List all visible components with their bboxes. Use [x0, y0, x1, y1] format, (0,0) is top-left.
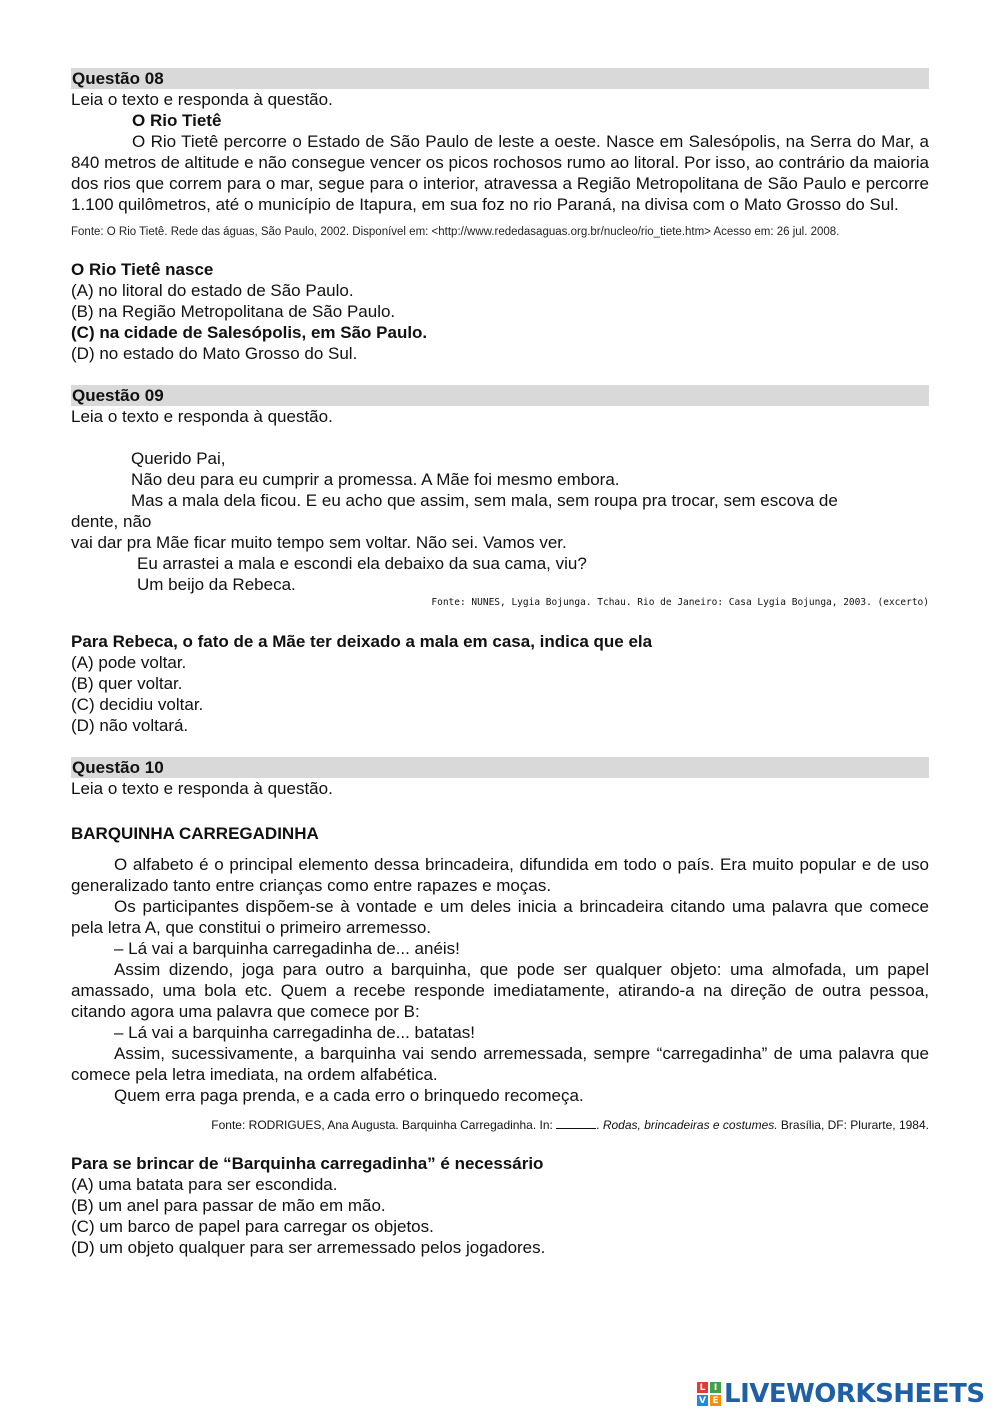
liveworksheets-logo-icon	[697, 1382, 721, 1406]
question-10-source	[71, 1118, 929, 1133]
letter-line: Eu arrastei a mala e escondi ela debaixo da sua cama, viu?	[137, 554, 587, 573]
letter-line: dente, não	[71, 512, 152, 531]
question-08-source: Fonte: O Rio Tietê. Rede das águas, São Paulo, 2002. Disponível em: <http://www.rededasaguas.org.br/nucleo/rio_tiete.htm> Acesso em: 26 jul. 2008.	[71, 226, 840, 238]
question-09-instruction: Leia o texto e responda à questão.	[71, 407, 333, 426]
question-09-option-c[interactable]: (C) decidiu voltar.	[71, 695, 204, 714]
source-blank	[556, 1118, 596, 1129]
question-10-text-body	[71, 854, 929, 1106]
question-09-source: Fonte: NUNES, Lygia Bojunga. Tchau. Rio de Janeiro: Casa Lygia Bojunga, 2003. (excerto)	[431, 597, 929, 608]
liveworksheets-logo	[697, 1380, 985, 1408]
question-08-option-a[interactable]: (A) no litoral do estado de São Paulo.	[71, 281, 354, 300]
question-08-instruction: Leia o texto e responda à questão.	[71, 90, 333, 109]
text-paragraph: Quem erra paga prenda, e a cada erro o brinquedo recomeça.	[114, 1086, 584, 1105]
question-10-prompt: Para se brincar de “Barquinha carregadinha” é necessário	[71, 1154, 544, 1173]
question-08-option-d[interactable]: (D) no estado do Mato Grosso do Sul.	[71, 344, 358, 363]
question-09-prompt: Para Rebeca, o fato de a Mãe ter deixado a mala em casa, indica que ela	[71, 632, 653, 651]
question-08-text-title: O Rio Tietê	[132, 111, 222, 130]
liveworksheets-logo-text: LIVEWORKSHEETS	[724, 1379, 985, 1409]
question-08-option-b[interactable]: (B) na Região Metropolitana de São Paulo.	[71, 302, 396, 321]
source-citation: Fonte: RODRIGUES, Ana Augusta. Barquinha Carregadinha. In:	[211, 1118, 553, 1132]
question-10-option-d[interactable]: (D) um objeto qualquer para ser arremessado pelos jogadores.	[71, 1238, 546, 1257]
source-book-title: Rodas, brincadeiras e costumes.	[602, 1118, 778, 1132]
text-paragraph: Assim, sucessivamente, a barquinha vai sendo arremessada, sempre “carregadinha” de uma palavra que comece pela letra imediata, na ordem alfabética.	[71, 1044, 929, 1084]
text-paragraph: Assim dizendo, joga para outro a barquinha, que pode ser qualquer objeto: uma almofada, um papel amassado, uma bola etc. Quem a recebe responde imediatamente, atirando-a na direção de outra pessoa, citando agora uma palavra que comece por B:	[71, 960, 929, 1021]
logo-mark-letter: L	[697, 1382, 708, 1393]
question-08-option-c[interactable]: (C) na cidade de Salesópolis, em São Paulo.	[71, 323, 428, 342]
text-paragraph: – Lá vai a barquinha carregadinha de... batatas!	[114, 1023, 476, 1042]
question-10-header: Questão 10	[71, 757, 929, 778]
source-publisher: Brasília, DF: Plurarte, 1984.	[777, 1118, 929, 1132]
question-10-instruction: Leia o texto e responda à questão.	[71, 779, 333, 798]
question-09-option-a[interactable]: (A) pode voltar.	[71, 653, 187, 672]
question-10-option-b[interactable]: (B) um anel para passar de mão em mão.	[71, 1196, 386, 1215]
question-08-prompt: O Rio Tietê nasce	[71, 260, 214, 279]
logo-mark-letter: E	[710, 1395, 721, 1406]
source-separator: .	[596, 1118, 603, 1132]
question-08-header: Questão 08	[71, 68, 929, 89]
text-paragraph: O alfabeto é o principal elemento dessa brincadeira, difundida em todo o país. Era muito popular e de uso generalizado tanto entre crianças como entre rapazes e moças.	[71, 855, 929, 895]
question-09-option-d[interactable]: (D) não voltará.	[71, 716, 189, 735]
worksheet-page	[71, 68, 929, 1258]
letter-line: Mas a mala dela ficou. E eu acho que assim, sem mala, sem roupa pra trocar, sem escova de	[131, 491, 838, 510]
letter-line: Querido Pai,	[131, 449, 226, 468]
question-08-text-body: O Rio Tietê percorre o Estado de São Paulo de leste a oeste. Nasce em Salesópolis, na Serra do Mar, a 840 metros de altitude e não consegue vencer os picos rochosos rumo ao litoral. Por isso, ao contrário da maioria dos rios que correm para o mar, segue para o interior, atravessa a Região Metropolitana de São Paulo e percorre 1.100 quilômetros, até o município de Itapura, em sua foz no rio Paraná, na divisa com o Mato Grosso do Sul.	[71, 132, 929, 214]
logo-mark-letter: V	[697, 1395, 708, 1406]
letter-line: Não deu para eu cumprir a promessa. A Mãe foi mesmo embora.	[131, 470, 620, 489]
question-10-option-a[interactable]: (A) uma batata para ser escondida.	[71, 1175, 338, 1194]
letter-line: vai dar pra Mãe ficar muito tempo sem voltar. Não sei. Vamos ver.	[71, 533, 567, 552]
question-09-header: Questão 09	[71, 385, 929, 406]
text-paragraph: Os participantes dispõem-se à vontade e um deles inicia a brincadeira citando uma palavra que comece pela letra A, que constitui o primeiro arremesso.	[71, 897, 929, 937]
question-09-option-b[interactable]: (B) quer voltar.	[71, 674, 183, 693]
question-09-letter	[71, 448, 929, 595]
logo-mark-letter: I	[710, 1382, 721, 1393]
letter-line: Um beijo da Rebeca.	[137, 575, 296, 594]
question-10-option-c[interactable]: (C) um barco de papel para carregar os objetos.	[71, 1217, 434, 1236]
text-paragraph: – Lá vai a barquinha carregadinha de... anéis!	[114, 939, 460, 958]
question-10-text-title: BARQUINHA CARREGADINHA	[71, 824, 319, 843]
